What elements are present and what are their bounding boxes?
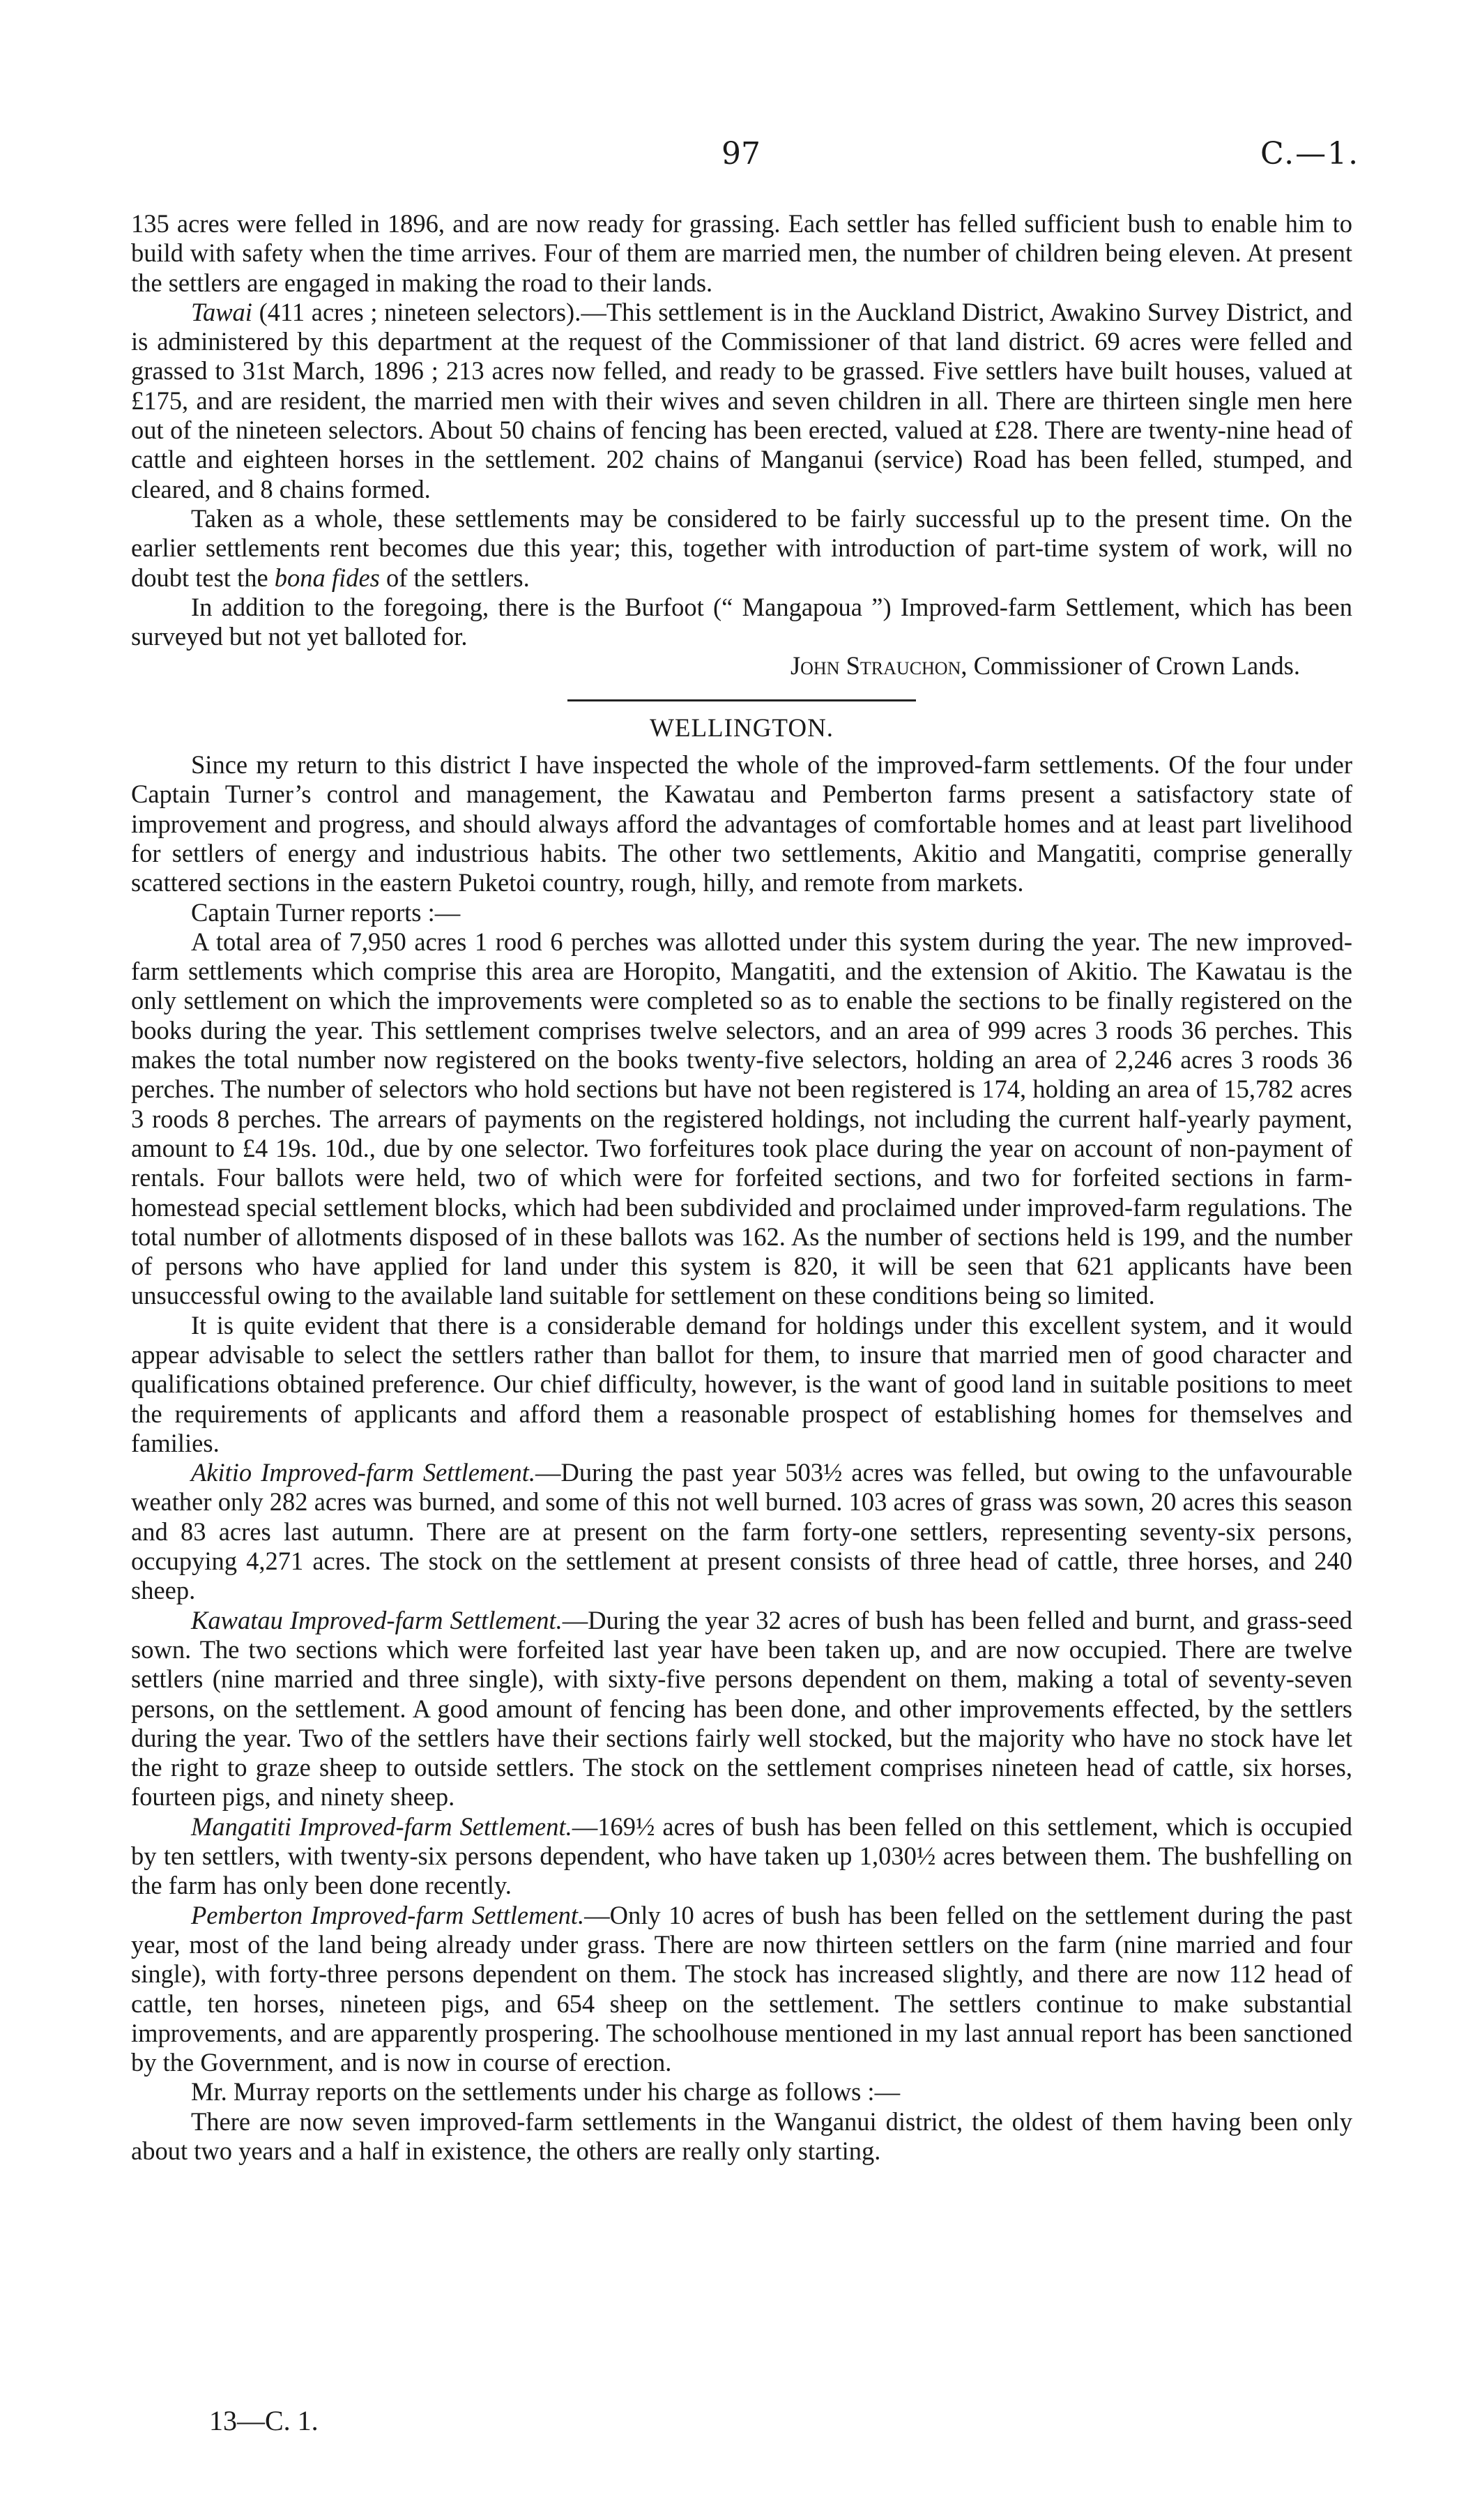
paragraph: Pemberton Improved-farm Settlement.—Only 10 acres of bush has been felled on the settlement during the past year, most of the land being already under grass. There are now thirteen settlers on the farm (nine married and four single), with forty-three persons dependent on them. The stock has increased slightly, and there are now 112 head of cattle, ten horses, nineteen pigs, and 654 sheep on the settlement. The settlers continue to make substantial improvements, and are apparently prospering. The schoolhouse mentioned in my last annual report has been sanctioned by the Government, and is now in course of erection. [131, 1900, 1352, 2077]
paragraph: There are now seven improved-farm settlements in the Wanganui district, the oldest of them having been only about two years and a half in existence, the others are really only starting. [131, 2107, 1352, 2165]
section-divider [567, 699, 916, 701]
paragraph: A total area of 7,950 acres 1 rood 6 perches was allotted under this system during the year. The new improved-farm settlements which comprise this area are Horopito, Mangatiti, and the extension of Akitio. The Kawatau is the only settlement on which the improvements were completed so as to enable the sections to be finally registered on the books during the year. This settlement comprises twelve selectors, and an area of 999 acres 3 roods 36 perches. This makes the total number now registered on the books twenty-five selectors, holding an area of 2,246 acres 3 roods 36 perches. The number of selectors who hold sections but have not been registered is 174, holding an area of 15,782 acres 3 roods 8 perches. The arrears of payments on the registered holdings, not including the current half-yearly payment, amount to £4 19s. 10d., due by one selector. Two forfeitures took place during the year on account of non-payment of rentals. Four ballots were held, two of which were for forfeited sections, and two for forfeited sections in farm-homestead special settlement blocks, which had been subdivided and proclaimed under improved-farm regulations. The total number of allotments disposed of in these ballots was 162. As the number of sections held is 199, and the number of persons who have applied for land under this system is 820, it will be seen that 621 applicants have been unsuccessful owing to the available land suitable for settlement on these conditions being so limited. [131, 927, 1352, 1310]
paragraph: It is quite evident that there is a considerable demand for holdings under this excellent system, and it would appear advisable to select the settlers rather than ballot for them, to insure that married men of good character and qualifications obtained preference. Our chief difficulty, however, is the want of good land in suitable positions to meet the requirements of applicants and afford them a reasonable prospect of establishing homes for themselves and families. [131, 1310, 1352, 1457]
settlement-name: Kawatau Improved-farm Settlement. [191, 1605, 563, 1634]
paragraph: Akitio Improved-farm Settlement.—During the past year 503½ acres was felled, but owing to the unfavourable weather only 282 acres was burned, and some of this not well burned. 103 acres of grass was sown, 20 acres this season and 83 acres last autumn. There are at present on the farm forty-one settlers, representing seventy-six persons, occupying 4,271 acres. The stock on the settlement at present consists of three head of cattle, three horses, and 240 sheep. [131, 1458, 1352, 1605]
paragraph: In addition to the foregoing, there is the Burfoot (“ Mangapoua ”) Improved-farm Settlement, which has been surveyed but not yet balloted for. [131, 592, 1352, 651]
paragraph: Taken as a whole, these settlements may be considered to be fairly successful up to the present time. On the earlier settlements rent becomes due this year; this, together with introduction of part-time system of work, will no doubt test the bona fides of the settlers. [131, 503, 1352, 592]
settlement-name: Akitio Improved-farm Settlement. [191, 1458, 536, 1487]
signature-mark: 13—C. 1. [209, 2405, 319, 2436]
document-reference: C.—1. [1260, 136, 1360, 172]
page-body [131, 209, 1352, 2166]
paragraph: Tawai (411 acres ; nineteen selectors).—This settlement is in the Auckland District, Awakino Survey District, and is administered by this department at the request of the Commissioner of that land district. 69 acres were felled and grassed to 31st March, 1896 ; 213 acres now felled, and ready to be grassed. Five settlers have built houses, valued at £175, and are resident, the married men with their wives and seven children in all. There are thirteen single men here out of the nineteen selectors. About 50 chains of fencing has been erected, valued at £28. There are twenty-nine head of cattle and eighteen horses in the settlement. 202 chains of Manganui (service) Road has been felled, stumped, and cleared, and 8 chains formed. [131, 297, 1352, 503]
settlement-name: Tawai [191, 297, 252, 326]
paragraph: Mangatiti Improved-farm Settlement.—169½ acres of bush has been felled on this settlement, which is occupied by ten settlers, with twenty-six persons dependent, who have taken up 1,030½ acres between them. The bushfelling on the farm has only been done recently. [131, 1812, 1352, 1900]
signature-title: , Commissioner of Crown Lands. [961, 651, 1300, 681]
section-heading: WELLINGTON. [649, 713, 834, 743]
paragraph: 135 acres were felled in 1896, and are now ready for grassing. Each settler has felled sufficient bush to enable him to build with safety when the time arrives. Four of them are married men, the number of children being eleven. At present the settlers are engaged in making the road to their lands. [131, 209, 1352, 297]
settlement-name: Pemberton Improved-farm Settlement. [191, 1900, 585, 1929]
settlement-name: Mangatiti Improved-farm Settlement. [191, 1812, 572, 1841]
paragraph: Captain Turner reports :— [191, 897, 461, 927]
paragraph: Kawatau Improved-farm Settlement.—During the year 32 acres of bush has been felled and burnt, and grass-seed sown. The two sections which were forfeited last year have been taken up, and are now occupied. There are twelve settlers (nine married and three single), with sixty-five persons dependent on them, making a total of seventy-seven persons, on the settlement. A good amount of fencing has been done, and other improvements effected, by the settlers during the year. Two of the settlers have their sections fairly well stocked, but the majority who have no stock have let the right to graze sheep to outside settlers. The stock on the settlement comprises nineteen head of cattle, six horses, fourteen pigs, and ninety sheep. [131, 1605, 1352, 1812]
paragraph: Since my return to this district I have inspected the whole of the improved-farm settlements. Of the four under Captain Turner’s control and management, the Kawatau and Pemberton farms present a satisfactory state of improvement and progress, and should always afford the advantages of comfortable homes and at least part livelihood for settlers of energy and industrious habits. The other two settlements, Akitio and Mangatiti, comprise generally scattered sections in the eastern Puketoi country, rough, hilly, and remote from markets. [131, 750, 1352, 897]
italic-phrase: bona fides [274, 563, 380, 592]
page-header [0, 136, 1482, 178]
page-number: 97 [721, 136, 761, 172]
signature-name: John Strauchon [790, 651, 961, 681]
signature [131, 651, 1352, 681]
paragraph: Mr. Murray reports on the settlements under his charge as follows :— [191, 2077, 901, 2107]
